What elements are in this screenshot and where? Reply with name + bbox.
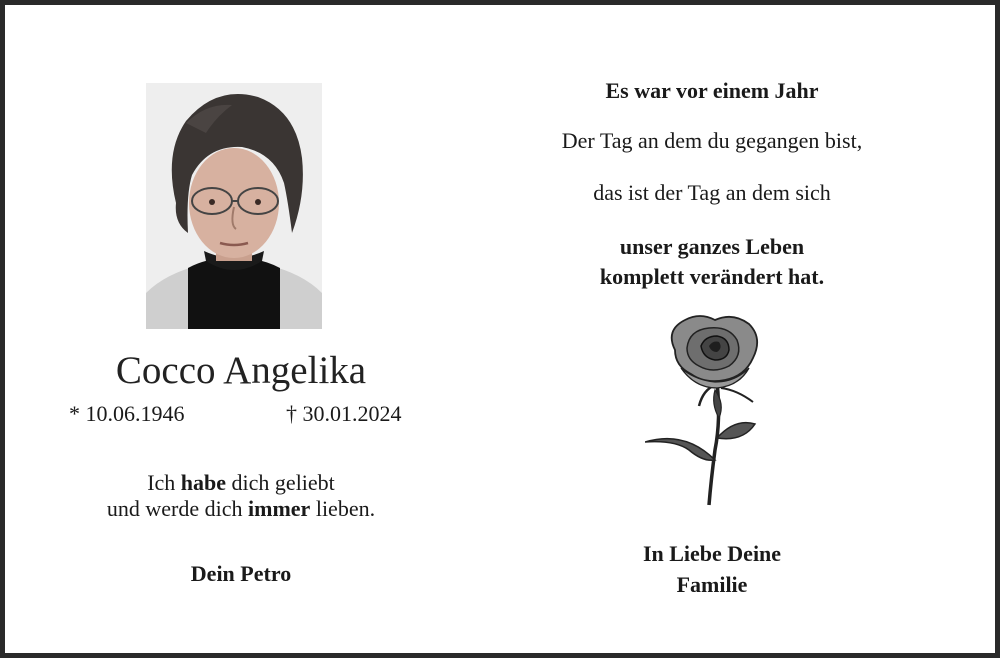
- deceased-name: Cocco Angelika: [115, 349, 367, 392]
- motto-line-2-bold: immer: [248, 496, 311, 521]
- poem-line-3: das ist der Tag an dem sich: [593, 180, 831, 205]
- obituary-card: [5, 5, 995, 653]
- right-signature-line-2: Familie: [676, 572, 748, 597]
- right-signature-line-1: In Liebe Deine: [642, 541, 782, 566]
- left-column: [5, 5, 485, 653]
- rose-icon: [645, 310, 775, 510]
- motto-line-1: [5, 470, 477, 496]
- motto-line-1-post: dich geliebt: [226, 470, 335, 495]
- death-date: † 30.01.2024: [286, 401, 402, 426]
- poem-line-1: Es war vor einem Jahr: [605, 78, 819, 103]
- motto-line-1-bold: habe: [180, 470, 227, 495]
- birth-date: * 10.06.1946: [69, 401, 185, 426]
- portrait-photo: [146, 83, 322, 329]
- right-column: [485, 5, 995, 653]
- motto-line-2-pre: und werde dich: [106, 496, 249, 521]
- motto-line-2: [5, 496, 477, 522]
- left-signature: Dein Petro: [190, 561, 292, 586]
- motto-line-2-post: lieben.: [310, 496, 376, 521]
- poem-line-2: Der Tag an dem du gegangen bist,: [561, 128, 863, 153]
- motto: [5, 470, 477, 522]
- motto-line-1-pre: Ich: [147, 470, 181, 495]
- poem-line-4: unser ganzes Leben: [619, 234, 805, 259]
- poem-line-5: komplett verändert hat.: [599, 264, 825, 289]
